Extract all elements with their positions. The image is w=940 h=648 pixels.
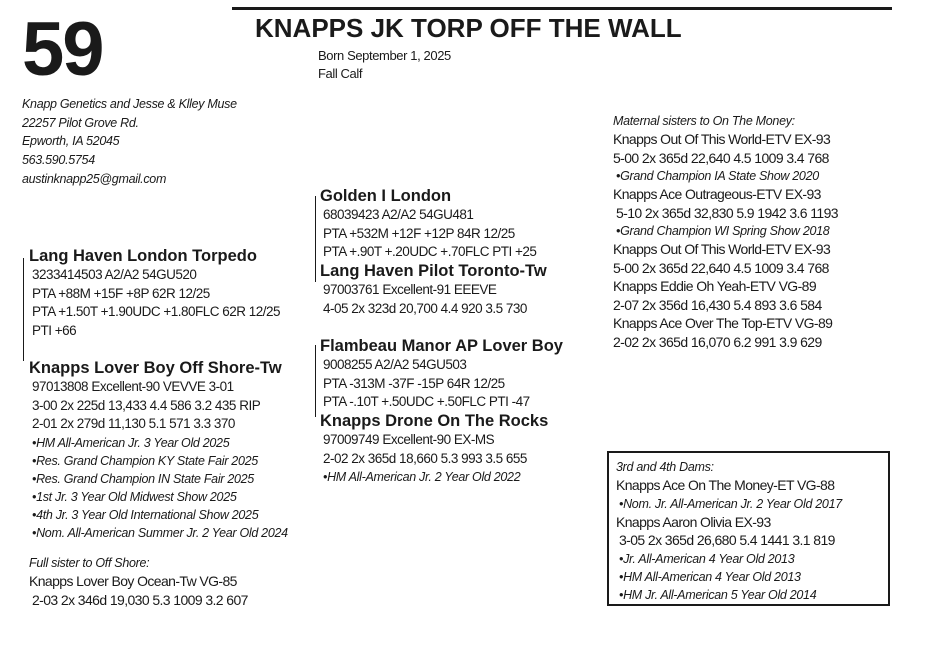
dam-sire-block: [320, 336, 563, 412]
dam-block: [29, 358, 288, 542]
full-sister-label: Full sister to Off Shore:: [29, 556, 150, 570]
dam-sire-line: PTA -313M -37F -15P 64R 12/25: [323, 375, 505, 391]
header-rule: [232, 7, 892, 10]
maternal-line: Knapps Out Of This World-ETV EX-93: [613, 131, 831, 147]
sire-line: PTI +66: [32, 322, 77, 338]
lot-number: 59: [22, 7, 103, 92]
dam-dam-line: 2-02 2x 365d 18,660 5.3 993 3.5 655: [323, 450, 527, 466]
consignor-address: 22257 Pilot Grove Rd.: [22, 115, 139, 130]
lot-title: KNAPPS JK TORP OFF THE WALL: [255, 13, 682, 43]
sire-side-connector: [315, 196, 316, 282]
dam-dam-honor: •HM All-American Jr. 2 Year Old 2022: [323, 470, 521, 484]
maternal-honor: •Grand Champion WI Spring Show 2018: [616, 224, 830, 238]
consignor-city: Epworth, IA 52045: [22, 134, 120, 149]
dam-honor: •Nom. All-American Summer Jr. 2 Year Old 2024: [32, 525, 288, 540]
dam-side-connector: [315, 345, 316, 417]
sire-line: PTA +1.50T +1.90UDC +1.80FLC 62R 12/25: [32, 304, 281, 319]
dam-honor: •Res. Grand Champion KY State Fair 2025: [32, 453, 258, 468]
third-fourth-line: Knapps Ace On The Money-ET VG-88: [616, 477, 835, 493]
sire-line: 3233414503 A2/A2 54GU520: [32, 267, 197, 282]
maternal-line: 5-10 2x 365d 32,830 5.9 1942 3.6 1193: [616, 204, 838, 221]
maternal-label: Maternal sisters to On The Money:: [613, 114, 795, 128]
maternal-line: 2-02 2x 365d 16,070 6.2 991 3.9 629: [613, 333, 822, 350]
dam-name: Knapps Lover Boy Off Shore-Tw: [29, 359, 282, 377]
consignor-phone: 563.590.5754: [22, 153, 95, 168]
dam-line: 2-01 2x 279d 11,130 5.1 571 3.3 370: [32, 416, 235, 431]
maternal-line: Knapps Ace Over The Top-ETV VG-89: [613, 315, 833, 331]
maternal-line: Knapps Eddie Oh Yeah-ETV VG-89: [613, 278, 817, 294]
full-sister-block: [29, 554, 248, 609]
maternal-line: 5-00 2x 365d 22,640 4.5 1009 3.4 768: [613, 259, 829, 276]
dam-honor: •4th Jr. 3 Year Old International Show 2025: [32, 507, 259, 522]
third-fourth-line: Knapps Aaron Olivia EX-93: [616, 513, 771, 530]
dam-honor: •Res. Grand Champion IN State Fair 2025: [32, 471, 254, 486]
sire-dam-name: Lang Haven Pilot Toronto-Tw: [320, 262, 547, 280]
sire-name: Lang Haven London Torpedo: [29, 247, 257, 265]
maternal-line: 5-00 2x 365d 22,640 4.5 1009 3.4 768: [613, 149, 829, 166]
calf-class: Fall Calf: [318, 66, 363, 81]
sire-sire-line: 68039423 A2/A2 54GU481: [323, 207, 474, 222]
third-fourth-honor: •Nom. Jr. All-American Jr. 2 Year Old 2017: [619, 496, 842, 511]
sire-dam-line: 4-05 2x 323d 20,700 4.4 920 3.5 730: [323, 300, 527, 316]
maternal-line: Knapps Ace Outrageous-ETV EX-93: [613, 186, 821, 202]
sire-sire-line: PTA +.90T +.20UDC +.70FLC PTI +25: [323, 244, 537, 259]
maternal-sisters-block: [613, 112, 838, 351]
maternal-honor: •Grand Champion IA State Show 2020: [616, 169, 819, 183]
dam-sire-line: 9008255 A2/A2 54GU503: [323, 357, 467, 372]
birth-date: Born September 1, 2025: [318, 48, 451, 63]
dam-dam-line: 97009749 Excellent-90 EX-MS: [323, 432, 495, 447]
consignor-block: [22, 95, 237, 189]
sire-connector: [23, 258, 24, 361]
dam-line: 97013808 Excellent-90 VEVVE 3-01: [32, 379, 234, 394]
dam-line: 3-00 2x 225d 13,433 4.4 586 3.2 435 RIP: [32, 397, 261, 413]
dam-honor: •1st Jr. 3 Year Old Midwest Show 2025: [32, 489, 237, 504]
third-fourth-dams-block: [616, 458, 842, 604]
sire-sire-line: PTA +532M +12F +12P 84R 12/25: [323, 225, 515, 241]
sire-line: PTA +88M +15F +8P 62R 12/25: [32, 285, 210, 301]
sire-sire-name: Golden I London: [320, 187, 452, 205]
maternal-line: 2-07 2x 356d 16,430 5.4 893 3.6 584: [613, 296, 822, 313]
dam-sire-name: Flambeau Manor AP Lover Boy: [320, 337, 563, 355]
dam-honor: •HM All-American Jr. 3 Year Old 2025: [32, 435, 230, 450]
third-fourth-honor: •HM All-American 4 Year Old 2013: [619, 569, 801, 584]
sire-block: [29, 246, 280, 340]
sire-sire-block: [320, 186, 536, 262]
third-fourth-honor: •Jr. All-American 4 Year Old 2013: [619, 551, 795, 566]
consignor-email: austinknapp25@gmail.com: [22, 171, 167, 186]
dam-dam-name: Knapps Drone On The Rocks: [320, 412, 549, 430]
consignor-name: Knapp Genetics and Jesse & Klley Muse: [22, 97, 237, 111]
full-sister-name: Knapps Lover Boy Ocean-Tw VG-85: [29, 573, 237, 589]
maternal-line: Knapps Out Of This World-ETV EX-93: [613, 241, 831, 257]
third-fourth-line: 3-05 2x 365d 26,680 5.4 1441 3.1 819: [619, 532, 835, 548]
dam-sire-line: PTA -.10T +.50UDC +.50FLC PTI -47: [323, 394, 530, 409]
sire-dam-block: [320, 261, 547, 318]
third-fourth-label: 3rd and 4th Dams:: [616, 460, 714, 474]
dam-dam-block: [320, 411, 548, 486]
full-sister-record: 2-03 2x 346d 19,030 5.3 1009 3.2 607: [32, 591, 248, 608]
sire-dam-line: 97003761 Excellent-91 EEEVE: [323, 282, 497, 297]
third-fourth-honor: •HM Jr. All-American 5 Year Old 2014: [619, 587, 817, 602]
